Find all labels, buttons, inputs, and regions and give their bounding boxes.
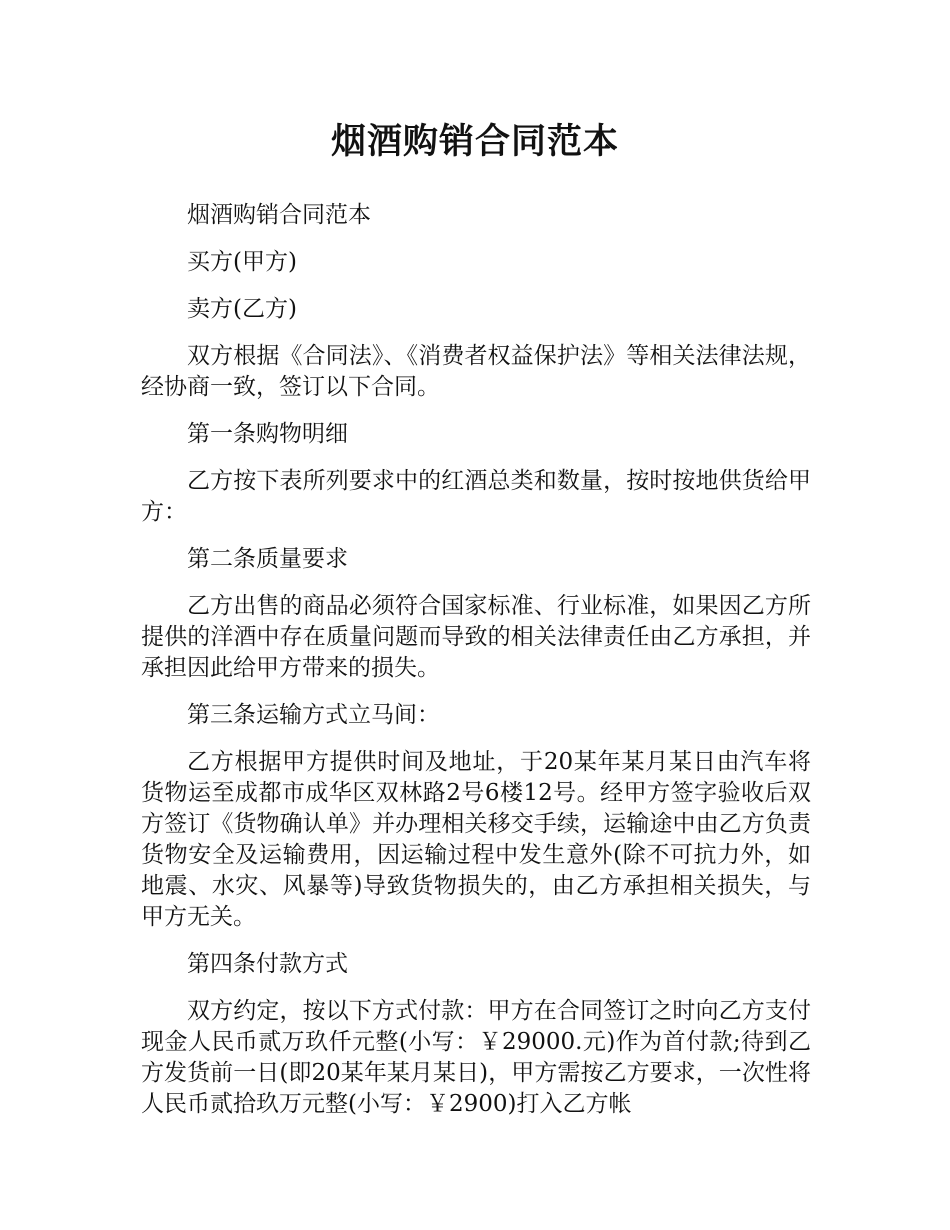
article-2-heading: 第二条质量要求: [187, 546, 348, 572]
document-title: 烟酒购销合同范本: [330, 122, 619, 162]
paragraph-heading: 烟酒购销合同范本: [187, 202, 371, 228]
article-4-heading: 第四条付款方式: [187, 951, 348, 977]
paragraph-buyer: 买方(甲方): [187, 249, 297, 275]
article-1-heading: 第一条购物明细: [187, 421, 348, 447]
article-2-text: 乙方出售的商品必须符合国家标准、行业标准，如果因乙方所提供的洋酒中存在质量问题而导致的相关法律责任由乙方承担，并承担因此给甲方带来的损失。: [141, 593, 811, 681]
article-3-text: 乙方根据甲方提供时间及地址，于20某年某月某日由汽车将货物运至成都市成华区双林路2号6楼12号。经甲方签字验收后双方签订《货物确认单》并办理相关移交手续，运输途中由乙方负责货物安全及运输费用，因运输过程中发生意外(除不可抗力外，如地震、水灾、风暴等)导致货物损失的，由乙方承担相关损失，与甲方无关。: [141, 749, 811, 930]
paragraph-seller: 卖方(乙方): [187, 296, 297, 322]
document-body: [141, 200, 811, 1136]
article-4-text: 双方约定，按以下方式付款：甲方在合同签订之时向乙方支付现金人民币贰万玖仟元整(小写：￥29000.元)作为首付款;待到乙方发货前一日(即20某年某月某日)，甲方需按乙方要求，一次性将人民币贰拾玖万元整(小写：￥2900)打入乙方帐: [141, 998, 811, 1117]
article-3-heading: 第三条运输方式立马间：: [187, 702, 440, 728]
article-1-text: 乙方按下表所列要求中的红酒总类和数量，按时按地供货给甲方：: [141, 468, 811, 525]
paragraph-preamble: 双方根据《合同法》、《消费者权益保护法》等相关法律法规，经协商一致，签订以下合同。: [141, 343, 811, 400]
